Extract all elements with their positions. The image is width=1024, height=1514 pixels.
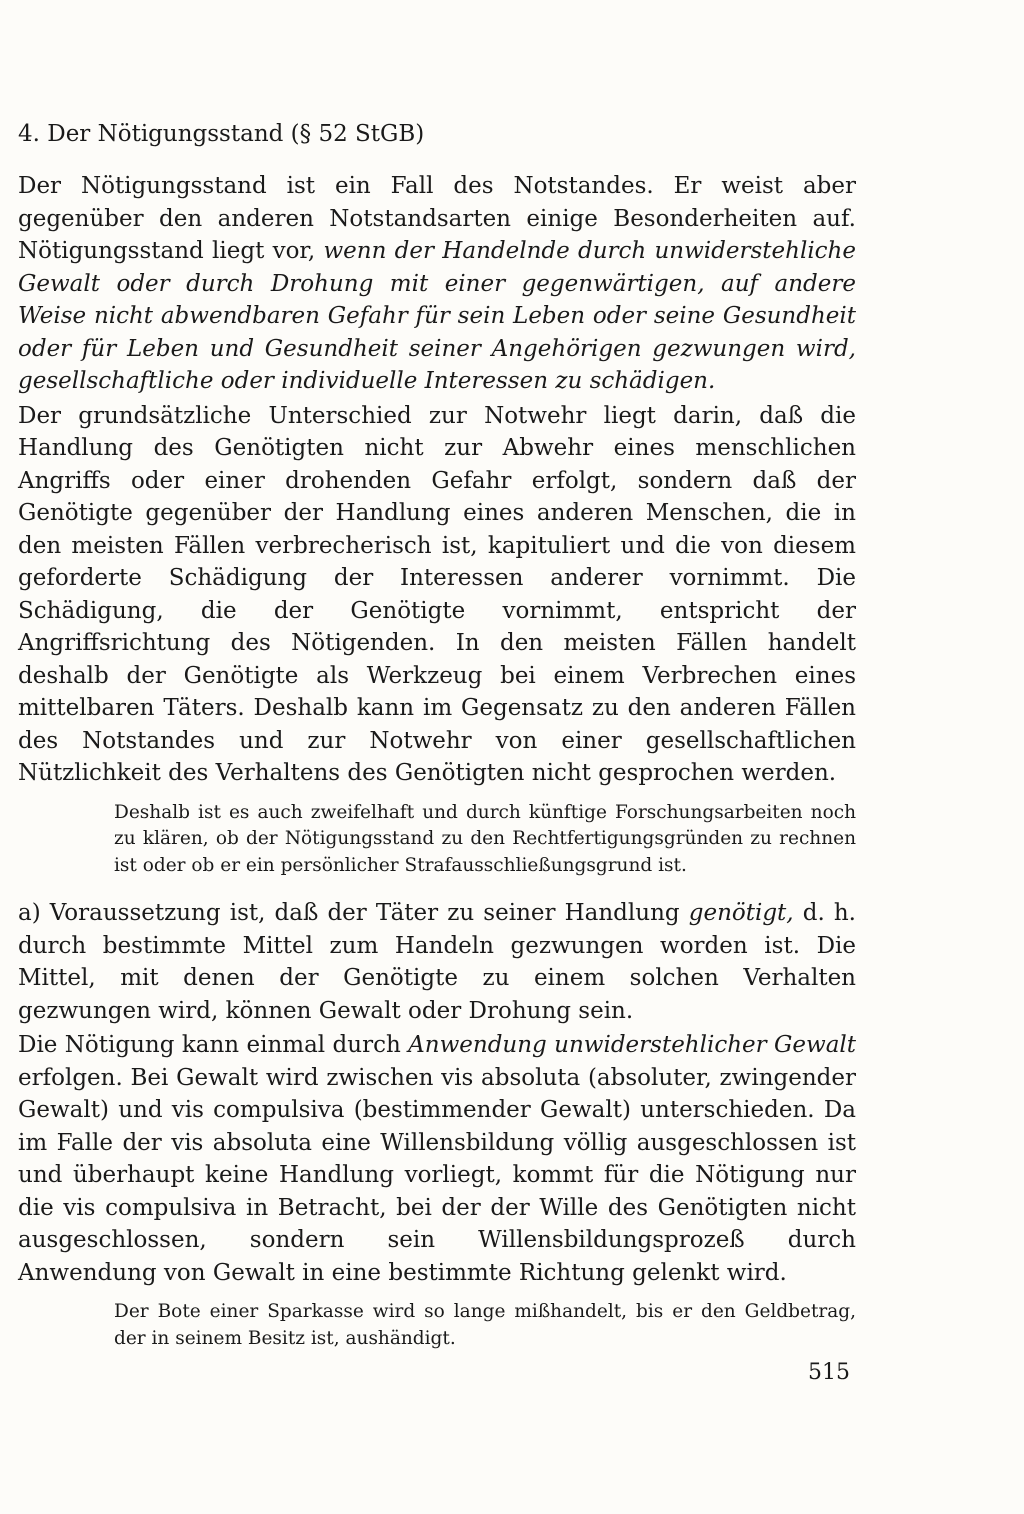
paragraph-requirement: [18, 897, 856, 1027]
page-body: [18, 118, 856, 1370]
paragraph-requirement-text-b: d. h. durch bestimmte Mittel zum Handeln gezwungen worden ist. Die Mittel, mit denen der Genötigte zu einem solchen Verhalten gezwungen wird, können Gewalt oder Drohung sein.: [18, 900, 856, 1024]
paragraph-force-text-a: Die Nötigung kann einmal durch: [18, 1032, 409, 1058]
section-heading: 4. Der Nötigungsstand (§ 52 StGB): [18, 121, 425, 147]
note-doubtful: Deshalb ist es auch zweifelhaft und durch künftige Forschungsarbeiten noch zu klären, ob der Nötigungsstand zu den Rechtfertigungsgründen zu rechnen ist oder ob er ein persönlicher Strafausschließungsgrund ist.: [114, 801, 856, 876]
paragraph-requirement-text-a: a) Voraussetzung ist, daß der Täter zu seiner Handlung: [18, 900, 689, 926]
page-number: 515: [808, 1360, 850, 1385]
paragraph-force: [18, 1029, 856, 1289]
force-emphasis: Anwendung unwiderstehlicher Gewalt: [408, 1032, 856, 1058]
note-example: Der Bote einer Sparkasse wird so lange mißhandelt, bis er den Geldbetrag, der in seinem Besitz ist, aushändigt.: [114, 1301, 856, 1349]
paragraph-definition: [18, 170, 856, 398]
paragraph-definition-text: Der Nötigungsstand ist ein Fall des Notstandes. Er weist aber gegenüber den anderen Notstandsarten einige Besonderheiten auf. Nötigungsstand liegt vor,: [18, 173, 856, 264]
paragraph-difference: Der grundsätzliche Unterschied zur Notwehr liegt darin, daß die Handlung des Genötigten nicht zur Abwehr eines menschlichen Angriffs oder einer drohenden Gefahr erfolgt, sondern daß der Genötigte gegenüber der Handlung eines anderen Menschen, die in den meisten Fällen verbrecherisch ist, kapituliert und die von diesem geforderte Schädigung der Interessen anderer vornimmt. Die Schädigung, die der Genötigte vornimmt, entspricht der Angriffsrichtung des Nötigenden. In den meisten Fällen handelt deshalb der Genötigte als Werkzeug bei einem Verbrechen eines mittelbaren Täters. Deshalb kann im Gegensatz zu den anderen Fällen des Notstandes und zur Notwehr von einer gesellschaftlichen Nützlichkeit des Verhaltens des Genötigten nicht gesprochen werden.: [18, 402, 856, 786]
paragraph-force-text-b: erfolgen. Bei Gewalt wird zwischen vis absoluta (absoluter, zwingender Gewalt) und vis compulsiva (bestimmender Gewalt) unterschieden. Da im Falle der vis absoluta eine Willensbildung völlig ausgeschlossen ist und überhaupt keine Handlung vorliegt, kommt für die Nötigung nur die vis compulsiva in Betracht, bei der der Wille des Genötigten nicht ausgeschlossen, sondern sein Willensbildungsprozeß durch Anwendung von Gewalt in eine bestimmte Richtung gelenkt wird.: [18, 1064, 856, 1286]
requirement-emphasis: genötigt,: [688, 900, 794, 926]
definition-emphasis: wenn der Handelnde durch unwiderstehliche Gewalt oder durch Drohung mit einer gegenwärtigen, auf andere Weise nicht abwendbaren Gefahr für sein Leben oder seine Gesundheit oder für Leben und Gesundheit seiner Angehörigen gezwungen wird, gesellschaftliche oder individuelle Interessen zu schädigen.: [18, 238, 856, 394]
